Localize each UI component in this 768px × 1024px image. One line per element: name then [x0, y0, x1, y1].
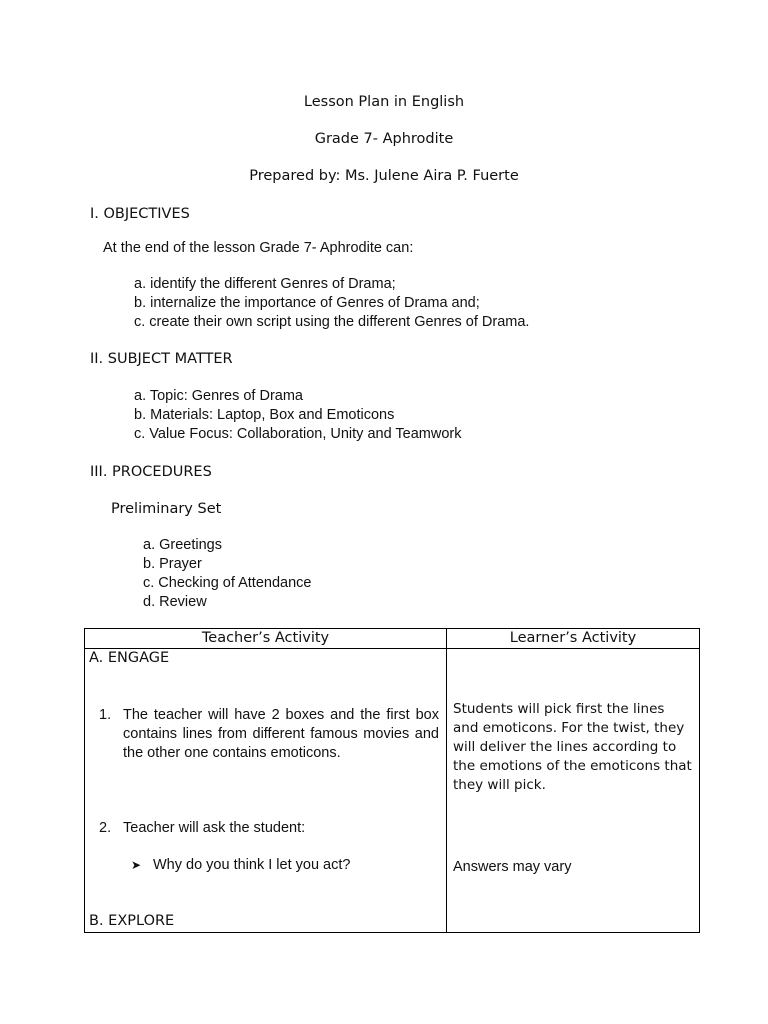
list-item: c. Value Focus: Collaboration, Unity and Teamwork [134, 426, 462, 442]
section-explore-label: B. EXPLORE [89, 913, 175, 929]
subject-matter-heading: II. SUBJECT MATTER [90, 351, 233, 367]
teacher-activity-header: Teacher’s Activity [85, 629, 447, 649]
learner-response-2: Answers may vary [453, 859, 572, 875]
teacher-item-1: 1. The teacher will have 2 boxes and the first box contains lines from different famous movies and the other one contains emoticons. [99, 707, 439, 761]
objectives-heading: I. OBJECTIVES [90, 206, 190, 222]
subject-matter-list [134, 387, 461, 444]
learner-activity-header: Learner’s Activity [447, 629, 700, 649]
list-item: a. Topic: Genres of Drama [134, 388, 303, 404]
objectives-intro: At the end of the lesson Grade 7- Aphrodite can: [103, 240, 414, 256]
activity-table [84, 628, 700, 933]
teacher-activity-cell [85, 649, 447, 933]
list-item: b. Prayer [143, 556, 202, 572]
list-item: c. Checking of Attendance [143, 575, 312, 591]
list-item: a. Greetings [143, 537, 222, 553]
list-item: c. create their own script using the different Genres of Drama. [134, 314, 530, 330]
table-header-row [85, 629, 700, 649]
preliminary-set-heading: Preliminary Set [111, 501, 222, 517]
section-engage-label: A. ENGAGE [89, 650, 170, 666]
list-item: a. identify the different Genres of Drama; [134, 276, 396, 292]
grade-subtitle: Grade 7- Aphrodite [314, 131, 454, 147]
arrowhead-bullet-icon: ➤ [131, 858, 142, 872]
teacher-item-2: 2. Teacher will ask the student: [99, 820, 306, 836]
list-item: d. Review [143, 594, 207, 610]
preliminary-list [143, 536, 311, 612]
teacher-bullet: ➤ Why do you think I let you act? [131, 857, 351, 873]
learner-activity-cell [447, 649, 700, 933]
prepared-by: Prepared by: Ms. Julene Aira P. Fuerte [249, 168, 519, 184]
objectives-list [134, 275, 529, 332]
procedures-heading: III. PROCEDURES [90, 464, 212, 480]
list-item: b. internalize the importance of Genres of Drama and; [134, 295, 480, 311]
table-row [85, 649, 700, 933]
learner-response-1: Students will pick first the lines and emoticons. For the twist, they will deliver the lines according to the emotions of the emoticons that they will pick. [453, 701, 692, 793]
document-title: Lesson Plan in English [303, 94, 465, 110]
list-item: b. Materials: Laptop, Box and Emoticons [134, 407, 395, 423]
